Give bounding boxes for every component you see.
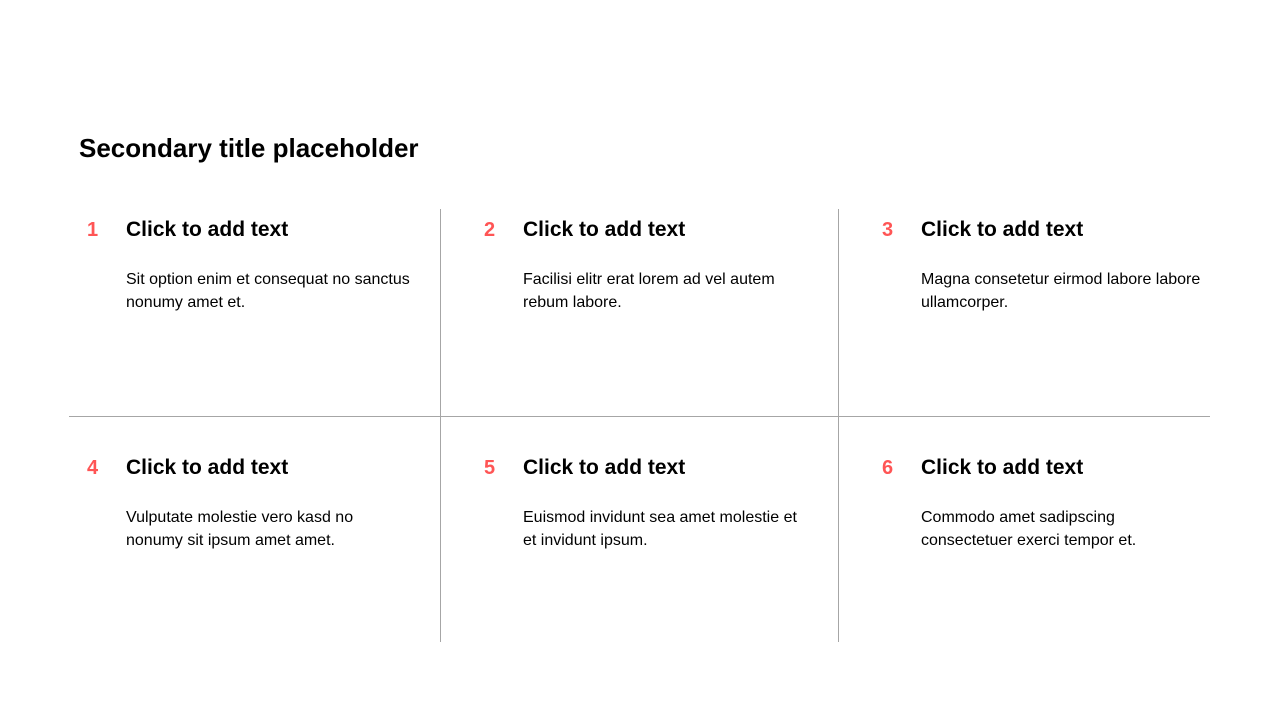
item-heading[interactable]: Click to add text — [523, 456, 686, 479]
item-heading[interactable]: Click to add text — [126, 218, 289, 241]
item-number: 3 — [882, 219, 894, 241]
vertical-divider — [440, 209, 441, 642]
slide-title[interactable]: Secondary title placeholder — [79, 133, 419, 163]
item-number: 4 — [87, 457, 99, 479]
item-body-text[interactable]: Sit option enim et consequat no sanctus nonumy amet et. — [126, 271, 410, 311]
item-body-text[interactable]: Vulputate molestie vero kasd no nonumy sit ipsum amet amet. — [126, 509, 354, 549]
item-body-text[interactable]: Euismod invidunt sea amet molestie et et invidunt ipsum. — [523, 509, 797, 549]
item-body-text[interactable]: Magna consetetur eirmod labore labore ullamcorper. — [921, 271, 1201, 311]
item-number: 1 — [87, 219, 99, 241]
item-body-text[interactable]: Facilisi elitr erat lorem ad vel autem rebum labore. — [523, 271, 775, 311]
item-number: 2 — [484, 219, 496, 241]
item-heading[interactable]: Click to add text — [126, 456, 289, 479]
item-heading[interactable]: Click to add text — [523, 218, 686, 241]
item-heading[interactable]: Click to add text — [921, 218, 1084, 241]
item-number: 5 — [484, 457, 496, 479]
horizontal-divider — [69, 416, 1210, 417]
item-heading[interactable]: Click to add text — [921, 456, 1084, 479]
item-number: 6 — [882, 457, 894, 479]
vertical-divider — [838, 209, 839, 642]
item-body-text[interactable]: Commodo amet sadipscing consectetuer exerci tempor et. — [921, 509, 1137, 549]
